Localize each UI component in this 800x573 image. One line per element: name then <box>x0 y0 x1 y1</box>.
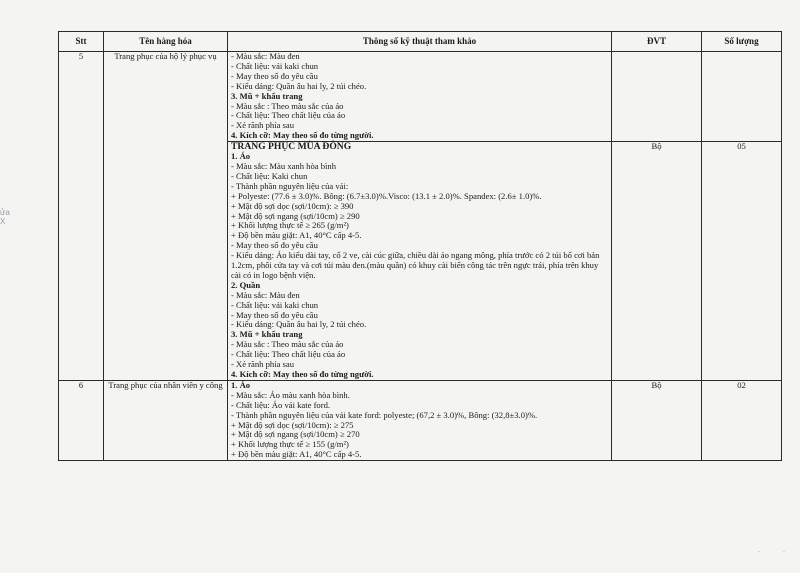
table-row-6 <box>59 380 782 460</box>
spec-line: - Chất liệu: Áo vải kate ford. <box>231 399 331 410</box>
spec-line: - Xẻ rãnh phía sau <box>231 120 294 131</box>
table-row-5-top <box>59 52 782 142</box>
row-6-dvt: Bộ <box>612 380 702 460</box>
spec-line: + Độ bền màu giặt: A1, 40°C cấp 4-5. <box>231 449 362 460</box>
header-thong-so: Thông số kỹ thuật tham khảo <box>228 32 612 52</box>
spec-line: + Polyeste: (77.6 ± 3.0)%. Bông: (6.7±3.0)%.Visco: (13.1 ± 2.0)%. Spandex: (2.6± 1.0)%. <box>231 190 542 201</box>
row-5-spec-continued <box>228 52 612 142</box>
header-stt: Stt <box>59 32 104 52</box>
spec-line: 3. Mũ + khẩu trang <box>231 329 303 340</box>
spec-line: - Màu sắc: Áo màu xanh hòa bình. <box>231 389 350 400</box>
left-edge-bleed-text: ửa X <box>0 208 10 226</box>
spec-line: - Kiểu dáng: Áo kiểu dài tay, cổ 2 ve, cài cúc giữa, chiều dài áo ngang mông, phía trước có 2 túi bổ cơi bản 1.2cm, phối cửa tay và cơi túi màu đen.(màu quần) có khuy cài biển công tác trên ngực trái, phía trên khuy cài có in logo bệnh viện. <box>231 250 600 280</box>
spec-line: - Chất liệu: Kaki chun <box>231 170 308 181</box>
row-5-ten-hang-hoa: Trang phục của hộ lý phục vụ <box>104 52 228 381</box>
specification-table <box>58 31 782 461</box>
spec-line: 4. Kích cỡ: May theo số đo từng người. <box>231 369 374 379</box>
spec-line: 4. Kích cỡ: May theo số đo từng người. <box>231 130 374 141</box>
spec-line: - May theo số đo yêu cầu <box>231 240 318 251</box>
spec-line: + Mật độ sợi ngang (sợi/10cm) ≥ 270 <box>231 429 360 440</box>
row-5-so-luong: 05 <box>702 142 782 381</box>
spec-line: - Màu sắc: Màu đen <box>231 51 300 61</box>
row-6-stt: 6 <box>59 380 104 460</box>
row-5-so-luong-top <box>702 52 782 142</box>
spec-line: 3. Mũ + khẩu trang <box>231 90 303 101</box>
row-5-dvt-top <box>612 52 702 142</box>
spec-line: - Chất liệu: vải kaki chun <box>231 299 319 310</box>
spec-line: - Chất liệu: Theo chất liệu của áo <box>231 349 346 360</box>
header-so-luong: Số lượng <box>702 32 782 52</box>
spec-line: + Mật độ sợi dọc (sợi/10cm): ≥ 390 <box>231 200 354 211</box>
row-6-spec <box>228 380 612 460</box>
spec-line: + Khối lượng thực tế ≥ 265 (g/m²) <box>231 220 349 231</box>
spec-line: + Mật độ sợi dọc (sợi/10cm): ≥ 275 <box>231 419 354 430</box>
spec-line: TRANG PHỤC MÙA ĐÔNG <box>231 141 352 153</box>
header-ten-hang-hoa: Tên hàng hóa <box>104 32 228 52</box>
row-6-ten-hang-hoa: Trang phục của nhân viên y công <box>104 380 228 460</box>
spec-line: - May theo số đo yêu cầu <box>231 309 318 320</box>
spec-line: - Thành phần nguyên liệu của vải kate ford: polyeste; (67,2 ± 3.0)%, Bông: (32,8±3.0)%. <box>231 409 538 420</box>
spec-line: - Kiểu dáng: Quần âu hai ly, 2 túi chéo. <box>231 80 367 91</box>
spec-line: - May theo số đo yêu cầu <box>231 70 318 81</box>
spec-line: - Màu sắc : Theo màu sắc của áo <box>231 100 344 111</box>
spec-line: + Độ bền màu giặt: A1, 40°C cấp 4-5. <box>231 230 362 241</box>
spec-line: 2. Quần <box>231 279 261 290</box>
spec-line: - Xẻ rãnh phía sau <box>231 359 294 370</box>
spec-line: - Thành phần nguyên liệu của vải: <box>231 180 349 191</box>
spec-line: - Kiểu dáng: Quần âu hai ly, 2 túi chéo. <box>231 319 367 330</box>
spec-line: - Màu sắc : Theo màu sắc của áo <box>231 339 344 350</box>
row-6-so-luong: 02 <box>702 380 782 460</box>
row-5-spec-winter <box>228 142 612 381</box>
spec-line: - Màu sắc: Màu xanh hòa bình <box>231 160 337 171</box>
footer-mark-left: · <box>758 549 760 555</box>
spec-line: + Mật độ sợi ngang (sợi/10cm) ≥ 290 <box>231 210 360 221</box>
spec-line: 1. Áo <box>231 379 251 390</box>
spec-line: - Chất liệu: vải kaki chun <box>231 60 319 71</box>
table-header-row <box>59 32 782 52</box>
row-5-dvt: Bộ <box>612 142 702 381</box>
footer-mark-right: · <box>783 549 785 555</box>
spec-line: 1. Áo <box>231 151 251 162</box>
spec-line: - Chất liệu: Theo chất liệu của áo <box>231 110 346 121</box>
header-dvt: ĐVT <box>612 32 702 52</box>
row-5-stt: 5 <box>59 52 104 381</box>
spec-line: - Màu sắc: Màu đen <box>231 289 300 300</box>
spec-line: + Khối lượng thực tế ≥ 155 (g/m²) <box>231 439 349 450</box>
